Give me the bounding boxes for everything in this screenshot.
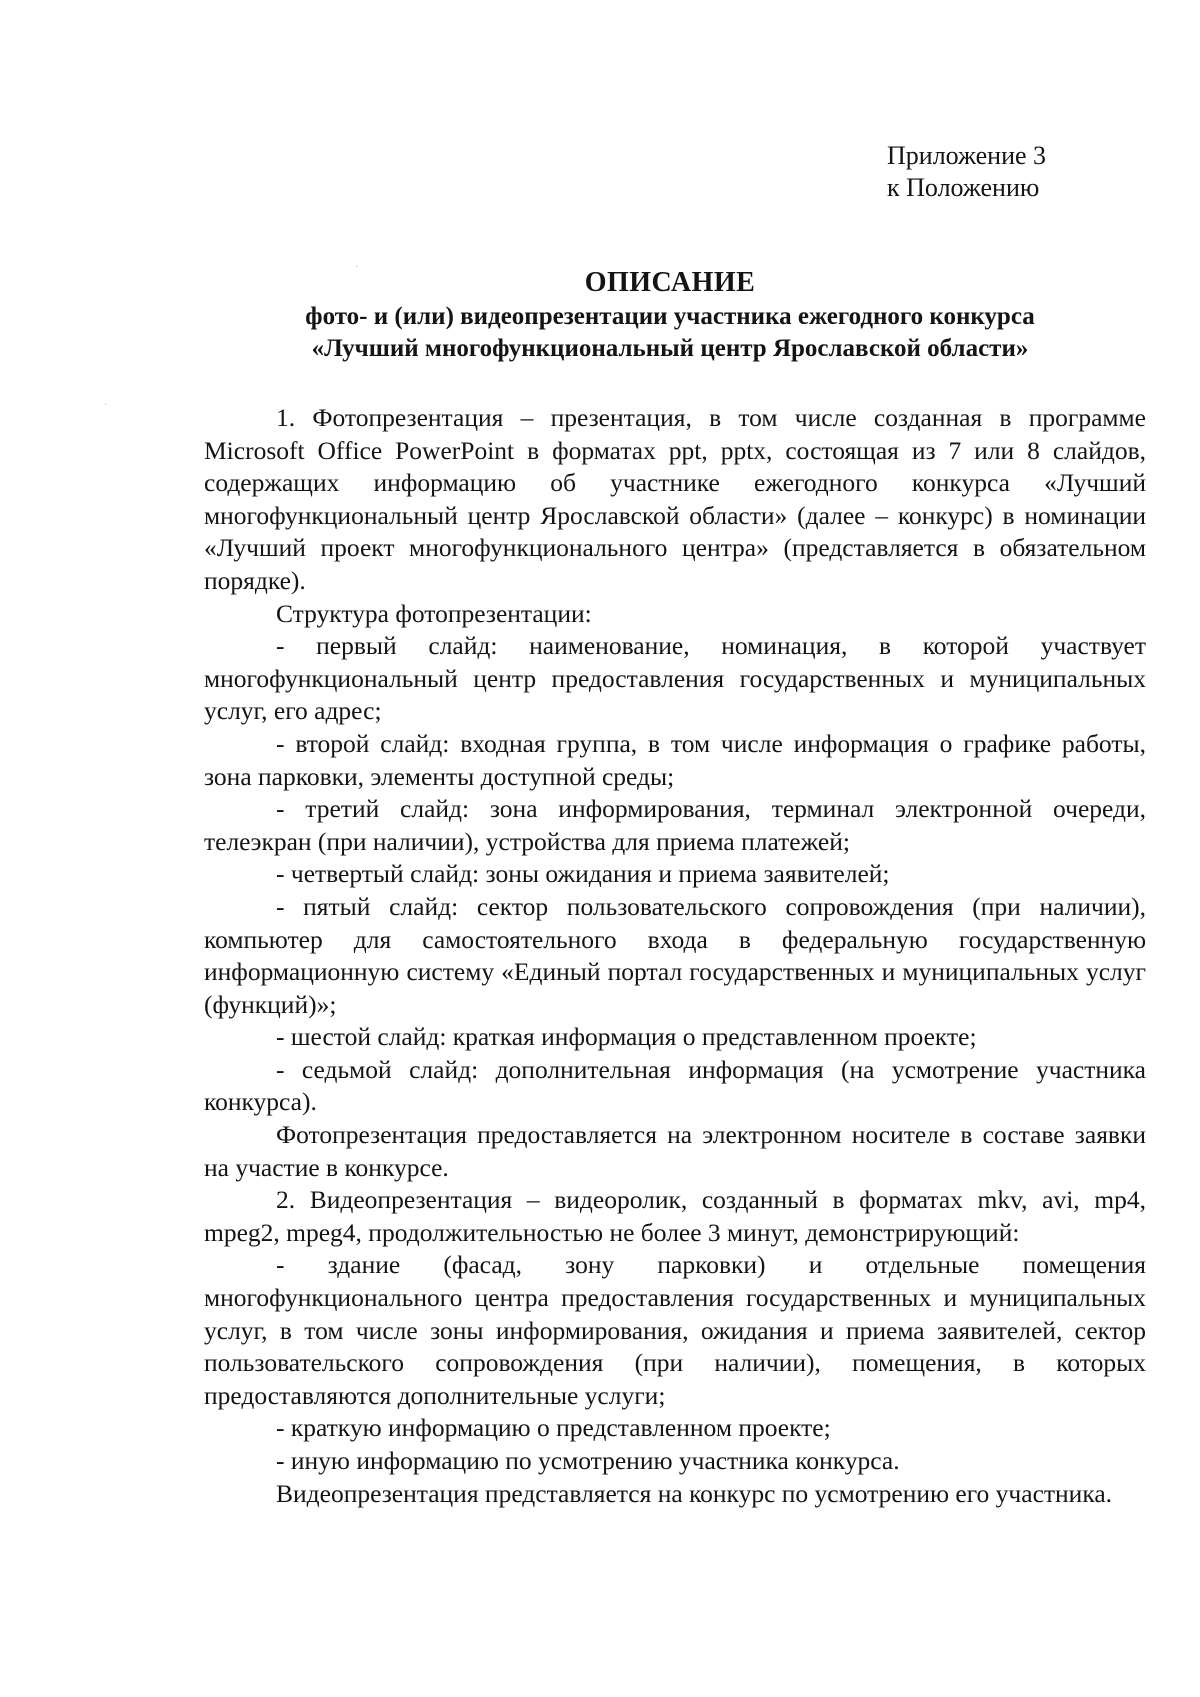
list-item-video-project: - краткую информацию о представленном проекте; bbox=[276, 1413, 831, 1443]
appendix-reference bbox=[887, 140, 1046, 204]
document-subtitle-line-2: «Лучший многофункциональный центр Ярославской области» bbox=[311, 335, 1029, 362]
list-item-slide-2: - второй слайд: входная группа, в том числе информация о графике работы, зона парковки, элементы доступной среды; bbox=[204, 728, 1146, 791]
paragraph-video-presentation: 2. Видеопрезентация – видеоролик, созданный в форматах mkv, avi, mp4, mpeg2, mpeg4, продолжительностью не более 3 минут, демонстрирующий: bbox=[204, 1185, 1146, 1247]
document-heading bbox=[190, 265, 1150, 365]
list-item-slide-5: - пятый слайд: сектор пользовательского сопровождения (при наличии), компьютер для самостоятельного входа в федеральную государственную информационную систему «Единый портал государственных и муниципальных услуг (функций)»; bbox=[204, 891, 1146, 1019]
appendix-number: Приложение 3 bbox=[887, 141, 1047, 170]
scan-speck: · bbox=[104, 400, 108, 411]
list-item-slide-1: - первый слайд: наименование, номинация, в которой участвует многофункциональный центр предоставления государственных и муниципальных услуг, его адрес; bbox=[204, 631, 1146, 726]
paragraph-photo-presentation: 1. Фотопрезентация – презентация, в том числе созданная в программе Microsoft Office PowerPoint в форматах ppt, pptx, состоящая из 7 или 8 слайдов, содержащих информацию об участнике ежегодного конкурса «Лучший многофункциональный центр Ярославской области» (далее – конкурс) в номинации «Лучший проект многофункционального центра» (представляется в обязательном порядке). bbox=[204, 403, 1146, 595]
paragraph-photo-submission: Фотопрезентация предоставляется на электронном носителе в составе заявки на участие в конкурсе. bbox=[204, 1120, 1146, 1182]
paragraph-structure-heading: Структура фотопрезентации: bbox=[276, 598, 592, 628]
scan-speck: · bbox=[355, 262, 359, 273]
list-item-video-building: - здание (фасад, зону парковки) и отдельные помещения многофункционального центра предоставления государственных и муниципальных услуг, в том числе зоны информирования, ожидания и приема заявителей, сектор пользовательского сопровождения (при наличии), помещения, в которых предоставляются дополнительные услуги; bbox=[204, 1250, 1146, 1410]
document-title: ОПИСАНИЕ bbox=[584, 267, 756, 298]
document-subtitle-line-1: фото- и (или) видеопрезентации участника ежегодного конкурса bbox=[305, 303, 1035, 330]
document-body bbox=[204, 402, 1146, 1510]
list-item-slide-6: - шестой слайд: краткая информация о представленном проекте; bbox=[276, 1022, 977, 1052]
list-item-slide-7: - седьмой слайд: дополнительная информация (на усмотрение участника конкурса). bbox=[204, 1054, 1146, 1117]
paragraph-video-submission: Видеопрезентация представляется на конкурс по усмотрению его участника. bbox=[276, 1478, 1113, 1508]
list-item-video-other: - иную информацию по усмотрению участника конкурса. bbox=[276, 1446, 900, 1475]
appendix-regulation-ref: к Положению bbox=[887, 173, 1040, 202]
list-item-slide-4: - четвертый слайд: зоны ожидания и приема заявителей; bbox=[276, 859, 890, 889]
list-item-slide-3: - третий слайд: зона информирования, терминал электронной очереди, телеэкран (при наличии), устройства для приема платежей; bbox=[204, 794, 1146, 856]
